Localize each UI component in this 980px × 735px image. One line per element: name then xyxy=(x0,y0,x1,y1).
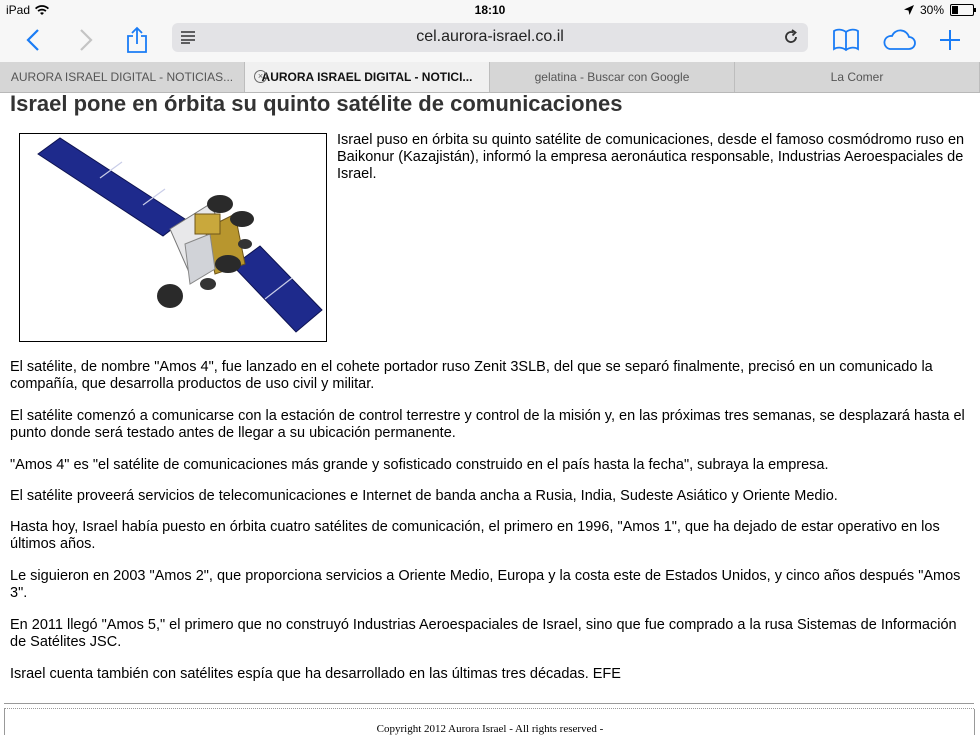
article-paragraph: Hasta hoy, Israel había puesto en órbita cuatro satélites de comunicación, el primero en 1996, "Amos 1", que ha dejado de estar operativo en los últimos años. xyxy=(10,519,940,552)
status-time: 18:10 xyxy=(474,3,506,17)
article-title: Israel pone en órbita su quinto satélite de comunicaciones xyxy=(10,93,623,116)
article-intro: Israel puso en órbita su quinto satélite de comunicaciones, desde el famoso cosmódromo ruso en Baikonur (Kazajistán), informó la empresa aeronáutica responsable, Industrias Aeroespaciales de Israel. xyxy=(337,132,965,182)
tab-gelatina[interactable] xyxy=(490,62,735,92)
solar-panel-left xyxy=(38,138,185,236)
bookmarks-button[interactable] xyxy=(829,23,863,57)
share-button[interactable] xyxy=(120,23,154,57)
share-icon xyxy=(126,26,148,54)
tab-label: La Comer xyxy=(830,70,884,84)
article-paragraph: El satélite comenzó a comunicarse con la estación de control terrestre y control de la misión y, en las próximas tres semanas, se desplazará hasta el punto donde será testado antes de llegar a su ubicación permanente. xyxy=(10,408,965,441)
tab-label: AURORA ISRAEL DIGITAL - NOTICIAS... xyxy=(10,70,234,84)
forward-button[interactable] xyxy=(69,23,103,57)
url-text[interactable]: cel.aurora-israel.co.il xyxy=(416,28,564,45)
tab-label: gelatina - Buscar con Google xyxy=(534,70,690,84)
chevron-right-icon xyxy=(79,29,93,51)
solar-panel-right xyxy=(233,246,322,332)
status-bar xyxy=(0,0,980,20)
address-bar[interactable] xyxy=(172,23,808,52)
battery-percent: 30% xyxy=(919,3,944,17)
article-paragraph: Israel cuenta también con satélites espía que ha desarrollado en las últimas tres décadas. EFE xyxy=(10,666,621,682)
cloud-icon xyxy=(882,29,916,51)
copyright-footer: Copyright 2012 Aurora Israel - All rights reserved - xyxy=(376,723,604,735)
reload-icon[interactable] xyxy=(782,28,800,46)
article-paragraph: En 2011 llegó "Amos 5," el primero que no construyó Industrias Aeroespaciales de Israel, sino que fue comprado a la rusa Sistemas de Información de Satélites JSC. xyxy=(10,617,957,650)
device-name: iPad xyxy=(6,3,31,17)
article-paragraph: "Amos 4" es "el satélite de comunicaciones más grande y sofisticado construido en el país hasta la fecha", subraya la empresa. xyxy=(10,457,829,473)
tab-bar xyxy=(0,62,980,93)
chevron-left-icon xyxy=(26,29,40,51)
article-paragraph: El satélite proveerá servicios de telecomunicaciones e Internet de banda ancha a Rusia, India, Sudeste Asiático y Oriente Medio. xyxy=(10,488,838,504)
tab-aurora-1[interactable] xyxy=(0,62,245,92)
article-paragraph: El satélite, de nombre "Amos 4", fue lanzado en el cohete portador ruso Zenit 3SLB, del que se separó finalmente, precisó en un comunicado la compañía, que desarrolla productos de uso civil y militar. xyxy=(10,359,933,392)
tab-aurora-2-active[interactable] xyxy=(245,62,490,92)
close-tab-icon[interactable]: × xyxy=(254,70,267,83)
satellite-illustration xyxy=(20,134,326,341)
page-content xyxy=(0,93,980,735)
location-icon xyxy=(904,5,914,15)
icloud-tabs-button[interactable] xyxy=(882,23,916,57)
footer-divider-dotted xyxy=(4,708,974,709)
battery-icon xyxy=(950,4,974,16)
browser-toolbar xyxy=(0,20,980,62)
article-paragraph: Le siguieron en 2003 "Amos 2", que proporciona servicios a Oriente Medio, Europa y la costa este de Estados Unidos, y cinco años después "Amos 3". xyxy=(10,568,961,601)
back-button[interactable] xyxy=(16,23,50,57)
plus-icon xyxy=(939,29,961,51)
book-icon xyxy=(832,28,860,52)
tab-la-comer[interactable] xyxy=(735,62,980,92)
satellite-image xyxy=(19,133,327,342)
tab-label: AURORA ISRAEL DIGITAL - NOTICI... xyxy=(261,70,473,84)
footer-divider xyxy=(4,703,974,704)
new-tab-button[interactable] xyxy=(933,23,967,57)
